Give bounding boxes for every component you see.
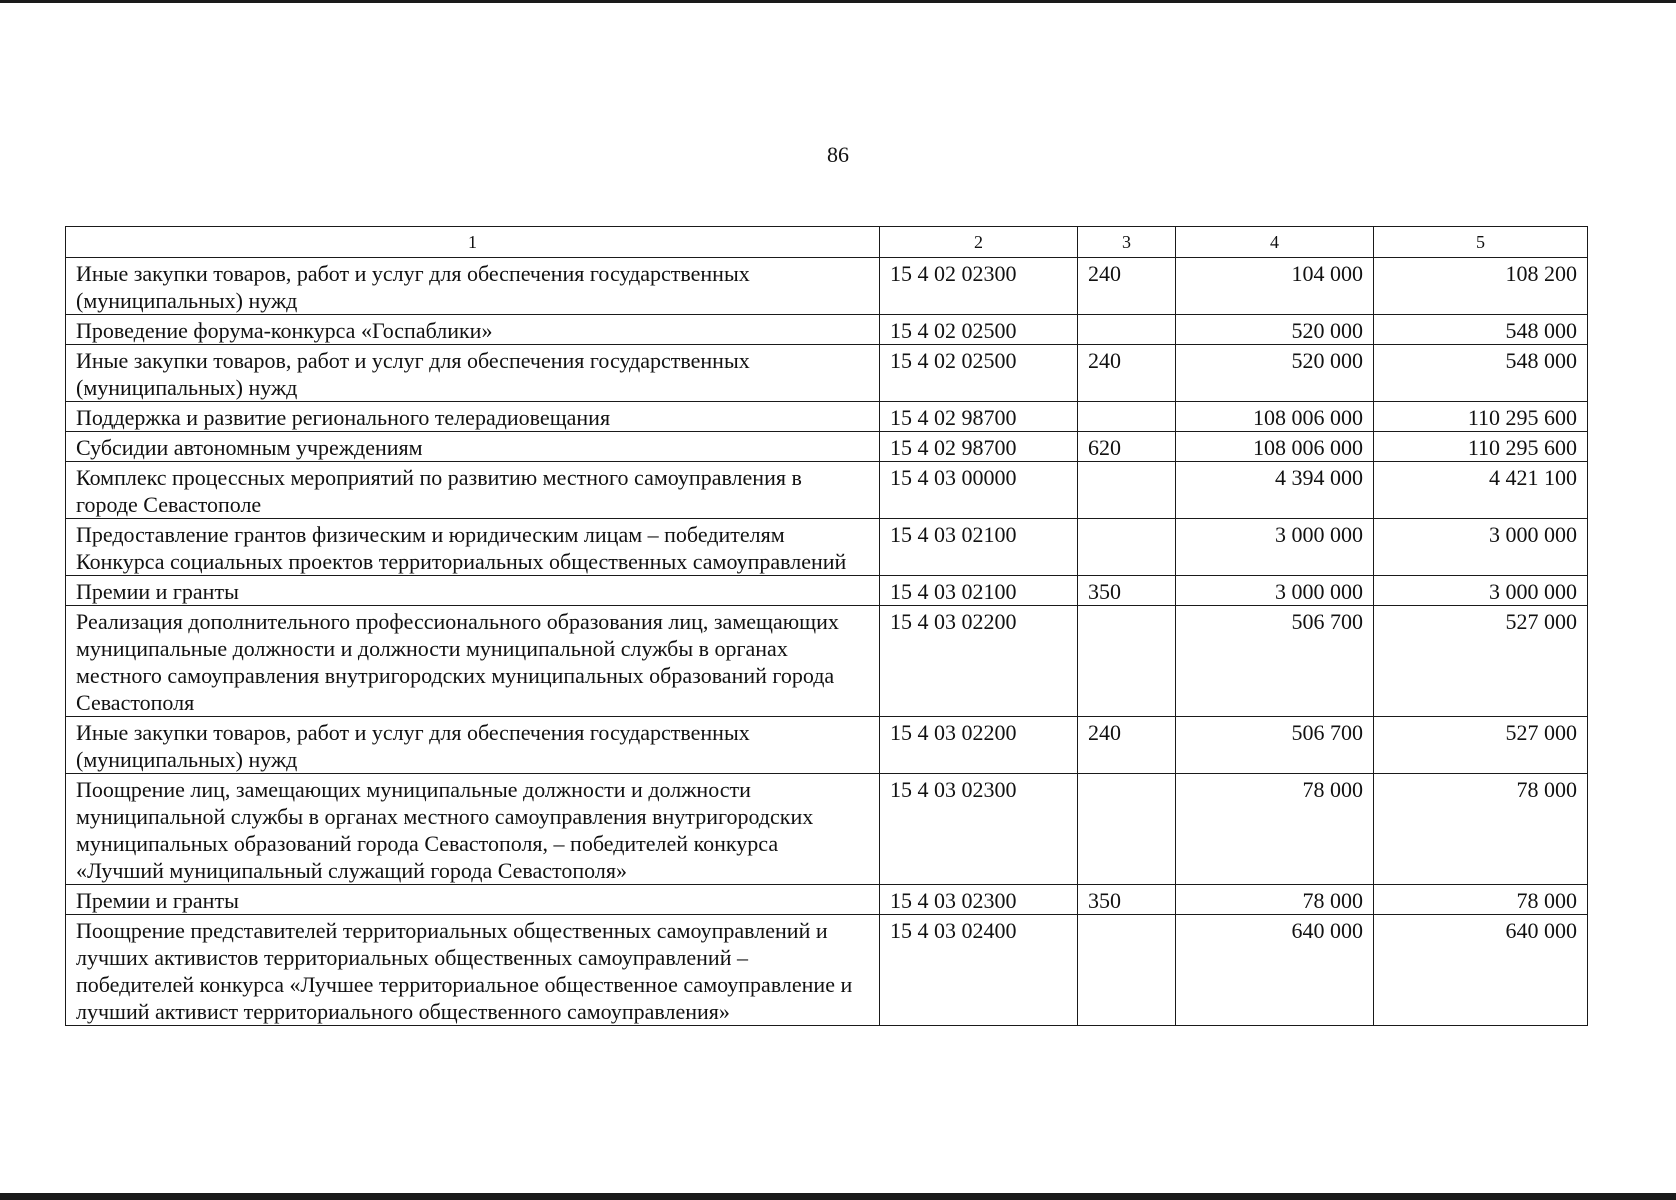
- table-row: [66, 576, 1588, 606]
- target-article-code: 15 4 02 98700: [880, 432, 1078, 462]
- expense-name: Комплекс процессных мероприятий по развитию местного самоуправления в городе Севастополе: [66, 462, 880, 519]
- column-header-2: 2: [880, 227, 1078, 258]
- expense-type-code: [1078, 774, 1176, 885]
- scan-top-edge: [0, 0, 1676, 3]
- amount-col4: 520 000: [1176, 345, 1374, 402]
- amount-col5: 548 000: [1374, 345, 1588, 402]
- target-article-code: 15 4 03 02400: [880, 915, 1078, 1026]
- target-article-code: 15 4 02 02300: [880, 258, 1078, 315]
- amount-col4: 108 006 000: [1176, 432, 1374, 462]
- expense-name: Иные закупки товаров, работ и услуг для обеспечения государственных (муниципальных) нужд: [66, 717, 880, 774]
- expense-name: Иные закупки товаров, работ и услуг для обеспечения государственных (муниципальных) нужд: [66, 258, 880, 315]
- amount-col5: 110 295 600: [1374, 432, 1588, 462]
- table-row: [66, 432, 1588, 462]
- amount-col4: 78 000: [1176, 885, 1374, 915]
- amount-col5: 110 295 600: [1374, 402, 1588, 432]
- budget-table: [65, 226, 1588, 1026]
- column-header-1: 1: [66, 227, 880, 258]
- expense-type-code: [1078, 519, 1176, 576]
- expense-type-code: 240: [1078, 717, 1176, 774]
- table-row: [66, 885, 1588, 915]
- table-row: [66, 915, 1588, 1026]
- target-article-code: 15 4 03 02200: [880, 717, 1078, 774]
- table-row: [66, 774, 1588, 885]
- amount-col4: 520 000: [1176, 315, 1374, 345]
- expense-name: Субсидии автономным учреждениям: [66, 432, 880, 462]
- table-row: [66, 345, 1588, 402]
- target-article-code: 15 4 03 02300: [880, 885, 1078, 915]
- target-article-code: 15 4 03 00000: [880, 462, 1078, 519]
- table-row: [66, 402, 1588, 432]
- amount-col5: 78 000: [1374, 774, 1588, 885]
- amount-col5: 640 000: [1374, 915, 1588, 1026]
- amount-col4: 108 006 000: [1176, 402, 1374, 432]
- expense-type-code: [1078, 402, 1176, 432]
- amount-col5: 4 421 100: [1374, 462, 1588, 519]
- target-article-code: 15 4 03 02300: [880, 774, 1078, 885]
- amount-col4: 506 700: [1176, 606, 1374, 717]
- expense-type-code: [1078, 606, 1176, 717]
- amount-col5: 548 000: [1374, 315, 1588, 345]
- expense-name: Предоставление грантов физическим и юридическим лицам – победителям Конкурса социальных проектов территориальных общественных самоуправлений: [66, 519, 880, 576]
- expense-name: Премии и гранты: [66, 885, 880, 915]
- expense-type-code: [1078, 315, 1176, 345]
- amount-col5: 527 000: [1374, 717, 1588, 774]
- column-header-5: 5: [1374, 227, 1588, 258]
- amount-col5: 108 200: [1374, 258, 1588, 315]
- target-article-code: 15 4 02 02500: [880, 315, 1078, 345]
- expense-type-code: 620: [1078, 432, 1176, 462]
- expense-name: Поощрение лиц, замещающих муниципальные должности и должности муниципальной службы в органах местного самоуправления внутригородских муниципальных образований города Севастополя, – победителей конкурса «Лучший муниципальный служащий города Севастополя»: [66, 774, 880, 885]
- expense-name: Поощрение представителей территориальных общественных самоуправлений и лучших активистов территориальных общественных самоуправлений – победителей конкурса «Лучшее территориальное общественное самоуправление и лучший активист территориального общественного самоуправления»: [66, 915, 880, 1026]
- expense-type-code: 240: [1078, 345, 1176, 402]
- expense-name: Поддержка и развитие регионального телерадиовещания: [66, 402, 880, 432]
- amount-col4: 640 000: [1176, 915, 1374, 1026]
- target-article-code: 15 4 03 02200: [880, 606, 1078, 717]
- expense-name: Иные закупки товаров, работ и услуг для обеспечения государственных (муниципальных) нужд: [66, 345, 880, 402]
- column-header-3: 3: [1078, 227, 1176, 258]
- target-article-code: 15 4 02 98700: [880, 402, 1078, 432]
- expense-name: Проведение форума-конкурса «Госпаблики»: [66, 315, 880, 345]
- page-number: 86: [827, 142, 849, 167]
- amount-col5: 78 000: [1374, 885, 1588, 915]
- table-row: [66, 315, 1588, 345]
- amount-col4: 4 394 000: [1176, 462, 1374, 519]
- expense-name: Реализация дополнительного профессионального образования лиц, замещающих муниципальные должности и должности муниципальной службы в органах местного самоуправления внутригородских муниципальных образований города Севастополя: [66, 606, 880, 717]
- expense-type-code: [1078, 915, 1176, 1026]
- target-article-code: 15 4 03 02100: [880, 576, 1078, 606]
- expense-type-code: [1078, 462, 1176, 519]
- column-header-4: 4: [1176, 227, 1374, 258]
- amount-col4: 78 000: [1176, 774, 1374, 885]
- table-row: [66, 717, 1588, 774]
- amount-col4: 3 000 000: [1176, 519, 1374, 576]
- target-article-code: 15 4 03 02100: [880, 519, 1078, 576]
- expense-type-code: 350: [1078, 885, 1176, 915]
- table-row: [66, 519, 1588, 576]
- amount-col5: 3 000 000: [1374, 519, 1588, 576]
- amount-col5: 527 000: [1374, 606, 1588, 717]
- expense-name: Премии и гранты: [66, 576, 880, 606]
- scan-bottom-edge: [0, 1193, 1676, 1200]
- target-article-code: 15 4 02 02500: [880, 345, 1078, 402]
- header-row: [66, 227, 1588, 258]
- expense-type-code: 350: [1078, 576, 1176, 606]
- expense-type-code: 240: [1078, 258, 1176, 315]
- amount-col4: 104 000: [1176, 258, 1374, 315]
- amount-col5: 3 000 000: [1374, 576, 1588, 606]
- table-row: [66, 258, 1588, 315]
- amount-col4: 506 700: [1176, 717, 1374, 774]
- table-row: [66, 606, 1588, 717]
- amount-col4: 3 000 000: [1176, 576, 1374, 606]
- table-row: [66, 462, 1588, 519]
